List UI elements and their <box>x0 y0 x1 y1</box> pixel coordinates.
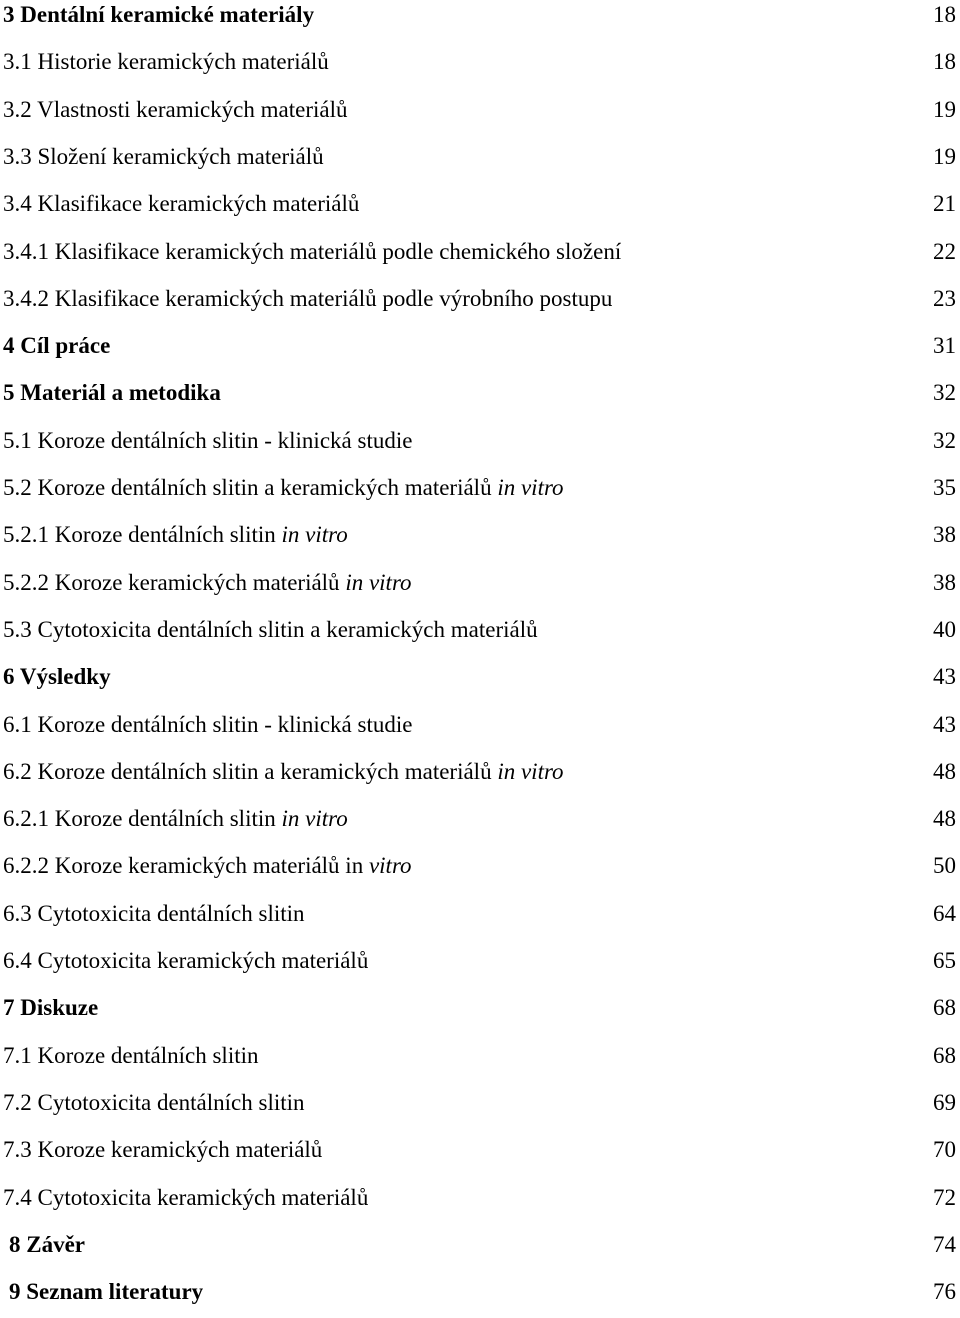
toc-entry-title: 7.1 Koroze dentálních slitin <box>3 1043 259 1068</box>
toc-entry-page-number: 69 <box>933 1090 956 1115</box>
toc-entry <box>0 852 960 892</box>
toc-entry-title: 9 Seznam literatury <box>9 1279 204 1304</box>
toc-entry <box>0 474 960 514</box>
toc-entry <box>0 332 960 372</box>
toc-entry-page-number: 23 <box>933 286 956 311</box>
toc-entry-title: 5.2 Koroze dentálních slitin a keramických materiálů in vitro <box>3 475 564 500</box>
toc-entry-page-number: 21 <box>933 191 956 216</box>
toc-entry-page-number: 50 <box>933 853 956 878</box>
toc-entry-page-number: 64 <box>933 901 956 926</box>
toc-entry <box>0 1278 960 1318</box>
toc-entry <box>0 427 960 467</box>
toc-entry-title-italic: vitro <box>368 853 412 878</box>
toc-entry-title-italic: in vitro <box>281 522 348 547</box>
toc-entry-title: 7 Diskuze <box>3 995 99 1020</box>
toc-entry-title: 5.2.2 Koroze keramických materiálů in vitro <box>3 570 412 595</box>
toc-entry <box>0 994 960 1034</box>
toc-entry-title: 6.3 Cytotoxicita dentálních slitin <box>3 901 305 926</box>
toc-entry <box>0 1042 960 1082</box>
toc-entry-title: 7.4 Cytotoxicita keramických materiálů <box>3 1185 369 1210</box>
toc-entry <box>0 663 960 703</box>
toc-entry-title: 3 Dentální keramické materiály <box>3 2 315 27</box>
toc-entry <box>0 569 960 609</box>
toc-entry-page-number: 38 <box>933 522 956 547</box>
toc-entry-page-number: 68 <box>933 995 956 1020</box>
toc-entry-page-number: 72 <box>933 1185 956 1210</box>
toc-entry <box>0 1231 960 1271</box>
toc-entry-title: 3.3 Složení keramických materiálů <box>3 144 324 169</box>
toc-entry <box>0 285 960 325</box>
toc-entry-title: 6.1 Koroze dentálních slitin - klinická studie <box>3 712 413 737</box>
toc-entry <box>0 616 960 656</box>
toc-entry <box>0 900 960 940</box>
toc-entry-page-number: 43 <box>933 712 956 737</box>
toc-entry <box>0 1184 960 1224</box>
toc-entry <box>0 238 960 278</box>
toc-entry-page-number: 43 <box>933 664 956 689</box>
toc-entry-title: 3.4 Klasifikace keramických materiálů <box>3 191 360 216</box>
toc-entry-page-number: 19 <box>933 144 956 169</box>
toc-entry-title: 6 Výsledky <box>3 664 111 689</box>
toc-entry-page-number: 40 <box>933 617 956 642</box>
toc-entry-page-number: 35 <box>933 475 956 500</box>
toc-entry-title: 3.4.2 Klasifikace keramických materiálů podle výrobního postupu <box>3 286 613 311</box>
toc-entry-page-number: 32 <box>933 380 956 405</box>
toc-entry-page-number: 76 <box>933 1279 956 1304</box>
toc-entry-title-italic: in vitro <box>497 759 564 784</box>
toc-entry-title: 7.3 Koroze keramických materiálů <box>3 1137 323 1162</box>
toc-entry-page-number: 18 <box>933 2 956 27</box>
toc-entry-title: 5.1 Koroze dentálních slitin - klinická studie <box>3 428 413 453</box>
toc-entry-page-number: 22 <box>933 239 956 264</box>
toc-entry <box>0 1136 960 1176</box>
toc-entry-title: 4 Cíl práce <box>3 333 111 358</box>
toc-entry <box>0 48 960 88</box>
toc-entry <box>0 758 960 798</box>
toc-entry <box>0 521 960 561</box>
toc-entry <box>0 947 960 987</box>
toc-entry-page-number: 68 <box>933 1043 956 1068</box>
toc-entry-title-italic: in vitro <box>281 806 348 831</box>
toc-entry-page-number: 18 <box>933 49 956 74</box>
toc-entry-page-number: 48 <box>933 806 956 831</box>
toc-entry <box>0 1 960 41</box>
toc-entry <box>0 190 960 230</box>
toc-entry-title: 3.4.1 Klasifikace keramických materiálů podle chemického složení <box>3 239 622 264</box>
toc-entry-title: 6.2.1 Koroze dentálních slitin in vitro <box>3 806 348 831</box>
toc-entry-page-number: 70 <box>933 1137 956 1162</box>
toc-entry-title: 7.2 Cytotoxicita dentálních slitin <box>3 1090 305 1115</box>
toc-entry-title: 6.2 Koroze dentálních slitin a keramických materiálů in vitro <box>3 759 564 784</box>
toc-entry-title: 5.2.1 Koroze dentálních slitin in vitro <box>3 522 348 547</box>
toc-entry <box>0 711 960 751</box>
toc-entry-page-number: 38 <box>933 570 956 595</box>
toc-entry <box>0 805 960 845</box>
toc-entry <box>0 379 960 419</box>
toc-entry-title-italic: in vitro <box>497 475 564 500</box>
toc-entry-page-number: 31 <box>933 333 956 358</box>
toc-entry-page-number: 32 <box>933 428 956 453</box>
toc-entry <box>0 96 960 136</box>
toc-entry <box>0 1089 960 1129</box>
toc-entry <box>0 143 960 183</box>
toc-entry-title: 6.4 Cytotoxicita keramických materiálů <box>3 948 369 973</box>
toc-entry-page-number: 65 <box>933 948 956 973</box>
toc-entry-title: 5.3 Cytotoxicita dentálních slitin a keramických materiálů <box>3 617 538 642</box>
toc-entry-title: 6.2.2 Koroze keramických materiálů in vitro <box>3 853 412 878</box>
toc-entry-title: 5 Materiál a metodika <box>3 380 221 405</box>
toc-entry-title: 3.2 Vlastnosti keramických materiálů <box>3 97 348 122</box>
toc-entry-page-number: 48 <box>933 759 956 784</box>
toc-entry-page-number: 19 <box>933 97 956 122</box>
toc-entry-page-number: 74 <box>933 1232 956 1257</box>
toc-entry-title: 3.1 Historie keramických materiálů <box>3 49 329 74</box>
toc-entry-title: 8 Závěr <box>9 1232 86 1257</box>
toc-entry-title-italic: in vitro <box>345 570 412 595</box>
